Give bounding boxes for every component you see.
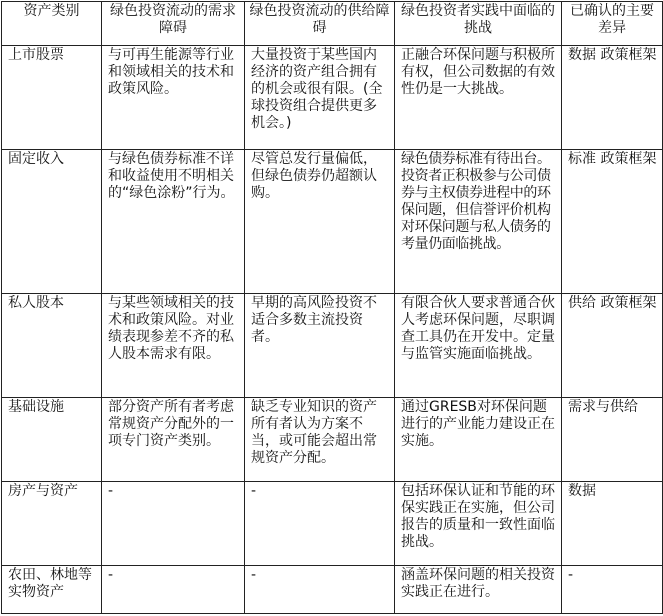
cell-key-gaps: - <box>562 566 663 614</box>
cell-supply-barriers: 缺乏专业知识的资产所有者认为方案不当，或可能会超出常规资产分配。 <box>245 398 395 482</box>
cell-practice-challenges: 涵盖环保问题的相关投资实践正在进行。 <box>395 566 562 614</box>
table-row <box>2 150 663 294</box>
cell-supply-barriers: 尽管总发行量偏低，但绿色债券仍超额认购。 <box>245 150 395 294</box>
cell-practice-challenges: 通过GRESB对环保问题进行的产业能力建设正在实施。 <box>395 398 562 482</box>
cell-supply-barriers: 大量投资于某些国内经济的资产组合拥有的机会或很有限。(全球投资组合提供更多机会。) <box>245 46 395 150</box>
table-row <box>2 398 663 482</box>
cell-asset-class: 固定收入 <box>2 150 102 294</box>
table-row <box>2 294 663 398</box>
cell-demand-barriers: 与某些领域相关的技术和政策风险。对业绩表现参差不齐的私人股本需求有限。 <box>102 294 245 398</box>
cell-practice-challenges: 正融合环保问题与积极所有权，但公司数据的有效性仍是一大挑战。 <box>395 46 562 150</box>
cell-key-gaps: 标准 政策框架 <box>562 150 663 294</box>
cell-demand-barriers: - <box>102 482 245 566</box>
cell-demand-barriers: - <box>102 566 245 614</box>
header-key-gaps: 已确认的主要差异 <box>562 2 663 46</box>
header-demand-barriers: 绿色投资流动的需求障碍 <box>102 2 245 46</box>
cell-practice-challenges: 绿色债券标准有待出台。投资者正积极参与公司债券与主权债券进程中的环保问题，但信誉评价机构对环保问题与私人债务的考量仍面临挑战。 <box>395 150 562 294</box>
green-investment-barriers-table <box>1 1 663 614</box>
table-row <box>2 482 663 566</box>
table-row <box>2 566 663 614</box>
cell-asset-class: 私人股本 <box>2 294 102 398</box>
cell-key-gaps: 数据 政策框架 <box>562 46 663 150</box>
header-supply-barriers: 绿色投资流动的供给障碍 <box>245 2 395 46</box>
header-asset-class: 资产类别 <box>2 2 102 46</box>
header-practice-challenges: 绿色投资者实践中面临的挑战 <box>395 2 562 46</box>
cell-asset-class: 上市股票 <box>2 46 102 150</box>
cell-key-gaps: 供给 政策框架 <box>562 294 663 398</box>
cell-practice-challenges: 有限合伙人要求普通合伙人考虑环保问题，尽职调查工具仍在开发中。定量与监管实施面临挑战。 <box>395 294 562 398</box>
cell-practice-challenges: 包括环保认证和节能的环保实践正在实施，但公司报告的质量和一致性面临挑战。 <box>395 482 562 566</box>
cell-supply-barriers: - <box>245 482 395 566</box>
cell-demand-barriers: 与绿色债券标准不详和收益使用不明相关的“绿色涂粉”行为。 <box>102 150 245 294</box>
cell-asset-class: 房产与资产 <box>2 482 102 566</box>
cell-demand-barriers: 部分资产所有者考虑常规资产分配外的一项专门资产类别。 <box>102 398 245 482</box>
cell-key-gaps: 需求与供给 <box>562 398 663 482</box>
cell-supply-barriers: 早期的高风险投资不适合多数主流投资者。 <box>245 294 395 398</box>
table-row <box>2 46 663 150</box>
cell-asset-class: 农田、林地等实物资产 <box>2 566 102 614</box>
cell-key-gaps: 数据 <box>562 482 663 566</box>
cell-demand-barriers: 与可再生能源等行业和领域相关的技术和政策风险。 <box>102 46 245 150</box>
cell-asset-class: 基础设施 <box>2 398 102 482</box>
cell-supply-barriers: - <box>245 566 395 614</box>
table-header-row <box>2 2 663 46</box>
